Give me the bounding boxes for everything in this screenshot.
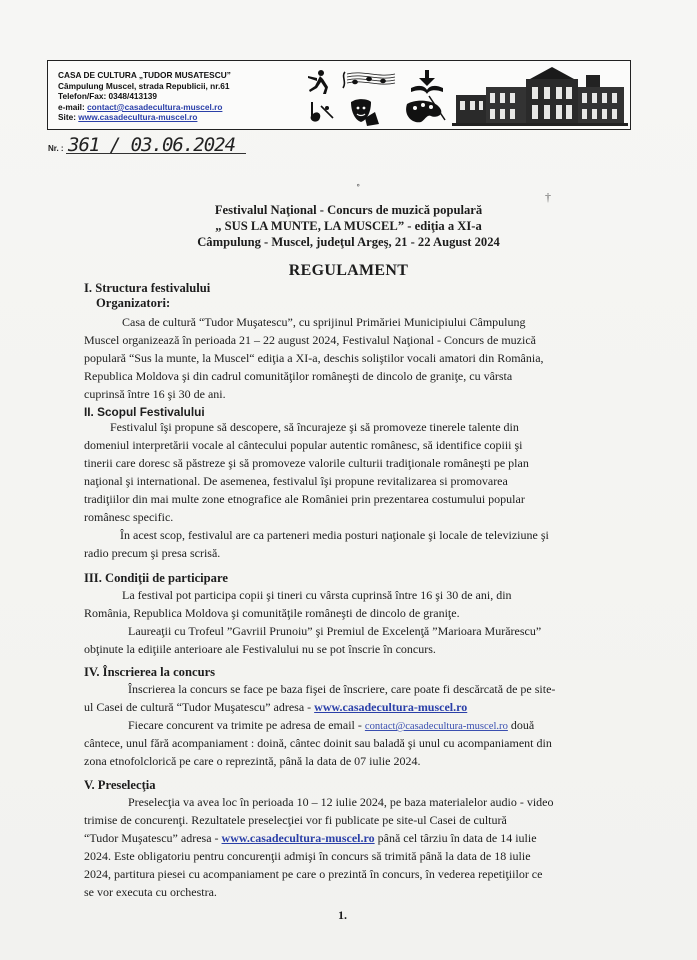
- site-link[interactable]: www.casadecultura-muscel.ro: [314, 700, 468, 714]
- violin-icon: [311, 102, 333, 122]
- nr-value: 361 / 03.06.2024: [68, 134, 236, 156]
- section-5-title: V. Preselecţia: [84, 778, 156, 792]
- letterhead: [47, 60, 631, 130]
- section-3-title: III. Condiţii de participare: [84, 571, 228, 585]
- site-link[interactable]: www.casadecultura-muscel.ro: [78, 112, 198, 123]
- paragraph-line: ul Casei de cultură “Tudor Muşatescu” adresa - www.casadecultura-muscel.ro: [84, 700, 468, 714]
- paragraph-line: Republica Moldova şi din cadrul comunităţilor româneşti de dincolo de graniţe, cu vârsta: [84, 369, 513, 383]
- festival-title-line3: Câmpulung - Muscel, judeţul Argeş, 21 - 22 August 2024: [197, 235, 500, 249]
- section-2-title: II. Scopul Festivalului: [84, 405, 205, 419]
- paragraph-line: Laureaţii cu Trofeul ”Gavriil Prunoiu” şi Premiul de Excelenţă ”Marioara Murărescu”: [128, 624, 542, 638]
- paragraph-line: tinerii care doresc să păstreze şi să promoveze valorile culturii tradiţionale româneşti pe plan: [84, 456, 529, 470]
- paragraph-line: domeniul interpretării vocale al cântecului popular autentic românesc, să identifice copiii şi: [84, 438, 523, 452]
- nr-label: Nr. :: [48, 144, 64, 153]
- paragraph-line: populară “Sus la munte, la Muscel“ ediţia a XI-a, deschis soliştilor vocali amatori din România,: [84, 351, 544, 365]
- org-email-row: e-mail: contact@casadecultura-muscel.ro: [58, 101, 223, 112]
- org-name: CASA DE CULTURA „TUDOR MUSATESCU”: [58, 70, 231, 80]
- paragraph-line: În acest scop, festivalul are ca parteneri media posturi naţionale şi locale de televiziune şi: [120, 528, 549, 542]
- building-illustration: [452, 65, 628, 127]
- paragraph-line: “Tudor Muşatescu” adresa - www.casadecultura-muscel.ro până cel târziu în data de 14 iulie: [84, 831, 537, 845]
- paragraph-line: se vor executa cu orchestra.: [84, 885, 217, 899]
- page-heading: REGULAMENT: [288, 262, 409, 279]
- org-site-row: Site: www.casadecultura-muscel.ro: [58, 112, 198, 123]
- org-address: Câmpulung Muscel, strada Republicii, nr.61: [58, 80, 230, 91]
- paragraph-line: cuprinsă între 16 şi 30 de ani.: [84, 387, 226, 401]
- book-icon: [411, 70, 443, 94]
- paragraph-line: Preselecţia va avea loc în perioada 10 – 12 iulie 2024, pe baza materialelor audio - video: [128, 795, 554, 809]
- festival-title-line2: „ SUS LA MUNTE, LA MUSCEL” - ediţia a XI-a: [215, 219, 482, 233]
- paragraph-line: La festival pot participa copii şi tineri cu vârsta cuprinsă între 16 şi 30 de ani, din: [122, 588, 512, 602]
- paragraph-line: 2024. Este obligatoriu pentru concurenţii admişi în concurs să trimită până la data de 18 iulie: [84, 849, 531, 863]
- paragraph-line: zona etnofolclorică pe care o reprezintă, până la data de 07 iulie 2024.: [84, 754, 421, 768]
- paragraph-line: trimise de concurenţi. Rezultatele preselecţiei vor fi publicate pe site-ul Casei de cultură: [84, 813, 507, 827]
- dancer-icon: [308, 70, 328, 94]
- scan-mark: †: [545, 190, 551, 204]
- paragraph-line: 2024, partitura piesei cu acompaniament pe care o prezintă în concurs, în vederea repetiţiilor ce: [84, 867, 543, 881]
- paragraph-line: Muscel organizează în perioada 21 – 22 august 2024, Festivalul Naţional - Concurs de muzică: [84, 333, 536, 347]
- page-number: 1.: [338, 908, 347, 922]
- paragraph-line: cântece, unul fără acompaniament : doină, cântec doinit sau baladă şi unul cu acompaniament din: [84, 736, 552, 750]
- music-notes-icon: [343, 72, 395, 88]
- email-link[interactable]: contact@casadecultura-muscel.ro: [87, 101, 223, 112]
- paragraph-line: românesc specific.: [84, 510, 174, 524]
- paragraph-line: Casa de cultură “Tudor Muşatescu”, cu sprijinul Primăriei Municipiului Câmpulung: [122, 315, 526, 329]
- paragraph-line: radio precum şi presa scrisă.: [84, 546, 221, 560]
- section-1-title: I. Structura festivalului: [84, 281, 211, 295]
- paragraph-line: obţinute la ediţiile anterioare ale Festivalului nu se pot înscrie în concurs.: [84, 642, 436, 656]
- theatre-masks-icon: [351, 99, 379, 126]
- paragraph-line: Înscrierea la concurs se face pe baza fişei de înscriere, care poate fi descărcată de pe site-: [128, 682, 556, 696]
- email-link[interactable]: contact@casadecultura-muscel.ro: [364, 721, 508, 732]
- site-link[interactable]: www.casadecultura-muscel.ro: [221, 831, 375, 845]
- section-4-title: IV. Înscrierea la concurs: [84, 665, 216, 679]
- paragraph-line: Festivalul îşi propune să descopere, să încurajeze şi să promoveze tinerele talente din: [110, 420, 519, 434]
- org-phone: Telefon/Fax: 0348/413139: [58, 91, 158, 102]
- arts-icons: [303, 66, 463, 126]
- scan-mark: ∘: [356, 180, 361, 190]
- festival-title-line1: Festivalul Naţional - Concurs de muzică populară: [214, 203, 483, 217]
- paragraph-line: tradiţiilor din mai multe zone etnografice ale României prin prezentarea costumului popular: [84, 492, 525, 506]
- paragraph-line: Fiecare concurent va trimite pe adresa de email - contact@casadecultura-muscel.ro două: [128, 718, 535, 732]
- letterhead-info: [58, 70, 231, 123]
- paragraph-line: România, Republica Moldova şi comunităţile româneşti de dincolo de graniţe.: [84, 606, 460, 620]
- nr-underline: [66, 153, 246, 154]
- palette-icon: [406, 96, 445, 122]
- section-1-subtitle: Organizatori:: [96, 296, 171, 310]
- registration-number: [48, 136, 248, 158]
- paragraph-line: naţional şi international. De asemenea, festivalul îşi propune revitalizarea si promovarea: [84, 474, 508, 488]
